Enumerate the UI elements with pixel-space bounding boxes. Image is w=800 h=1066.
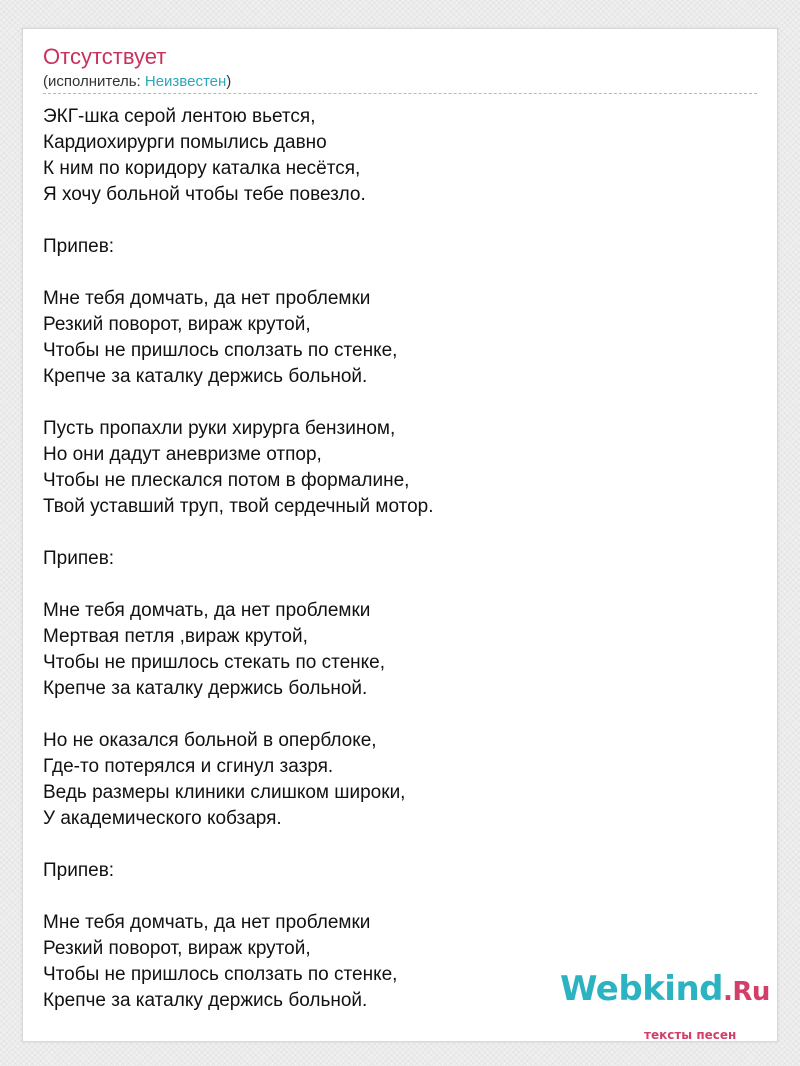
artist-line <box>43 73 231 91</box>
lyric-line: Я хочу больной чтобы тебе повезло. <box>43 184 366 205</box>
lyric-line: Мне тебя домчать, да нет проблемки <box>43 600 371 621</box>
chorus-label: Припев: <box>43 860 115 881</box>
logo-suffix: .Ru <box>723 977 770 1007</box>
stanza-chorus-label-3 <box>43 858 743 884</box>
stanza-verse-3 <box>43 728 743 832</box>
lyric-line: Резкий поворот, вираж крутой, <box>43 314 311 335</box>
lyrics-card <box>22 28 778 1042</box>
lyric-line: Мертвая петля ,вираж крутой, <box>43 626 308 647</box>
title-divider <box>43 93 757 94</box>
lyric-line: ЭКГ-шка серой лентою вьется, <box>43 106 316 127</box>
lyric-line: Пусть пропахли руки хирурга бензином, <box>43 418 396 439</box>
lyric-line: Резкий поворот, вираж крутой, <box>43 938 311 959</box>
lyric-line: Твой уставший труп, твой сердечный мотор. <box>43 496 434 517</box>
lyric-line: Чтобы не плескался потом в формалине, <box>43 470 410 491</box>
lyric-line: Чтобы не пришлось сползать по стенке, <box>43 964 398 985</box>
lyric-line: Крепче за каталку держись больной. <box>43 678 368 699</box>
lyric-line: Но не оказался больной в оперблоке, <box>43 730 377 751</box>
lyric-line: Ведь размеры клиники слишком широки, <box>43 782 406 803</box>
lyric-line: Мне тебя домчать, да нет проблемки <box>43 288 371 309</box>
lyric-line: Кардиохирурги помылись давно <box>43 132 327 153</box>
logo-wordmark <box>560 970 770 1011</box>
lyric-line: Крепче за каталку держись больной. <box>43 366 368 387</box>
lyrics-body <box>43 104 743 1040</box>
site-logo[interactable] <box>560 969 770 1042</box>
lyric-line: Мне тебя домчать, да нет проблемки <box>43 912 371 933</box>
logo-tagline: тексты песен <box>644 1028 737 1042</box>
lyric-line: Где-то потерялся и сгинул зазря. <box>43 756 334 777</box>
stanza-chorus-1 <box>43 286 743 390</box>
lyric-line: Чтобы не пришлось сползать по стенке, <box>43 340 398 361</box>
logo-name: Webkind <box>560 969 723 1009</box>
stanza-verse-1 <box>43 104 743 208</box>
lyric-line: Но они дадут аневризме отпор, <box>43 444 322 465</box>
stanza-chorus-label-1 <box>43 234 743 260</box>
lyric-line: К ним по коридору каталка несётся, <box>43 158 361 179</box>
artist-link[interactable]: Неизвестен <box>144 73 227 90</box>
artist-suffix: ) <box>226 73 232 90</box>
lyric-line: У академического кобзаря. <box>43 808 282 829</box>
chorus-label: Припев: <box>43 548 115 569</box>
artist-prefix: (исполнитель: <box>43 73 145 90</box>
song-title: Отсутствует <box>43 44 167 69</box>
stanza-chorus-label-2 <box>43 546 743 572</box>
stanza-chorus-2 <box>43 598 743 702</box>
lyric-line: Чтобы не пришлось стекать по стенке, <box>43 652 385 673</box>
lyric-line: Крепче за каталку держись больной. <box>43 990 368 1011</box>
stanza-verse-2 <box>43 416 743 520</box>
chorus-label: Припев: <box>43 236 115 257</box>
